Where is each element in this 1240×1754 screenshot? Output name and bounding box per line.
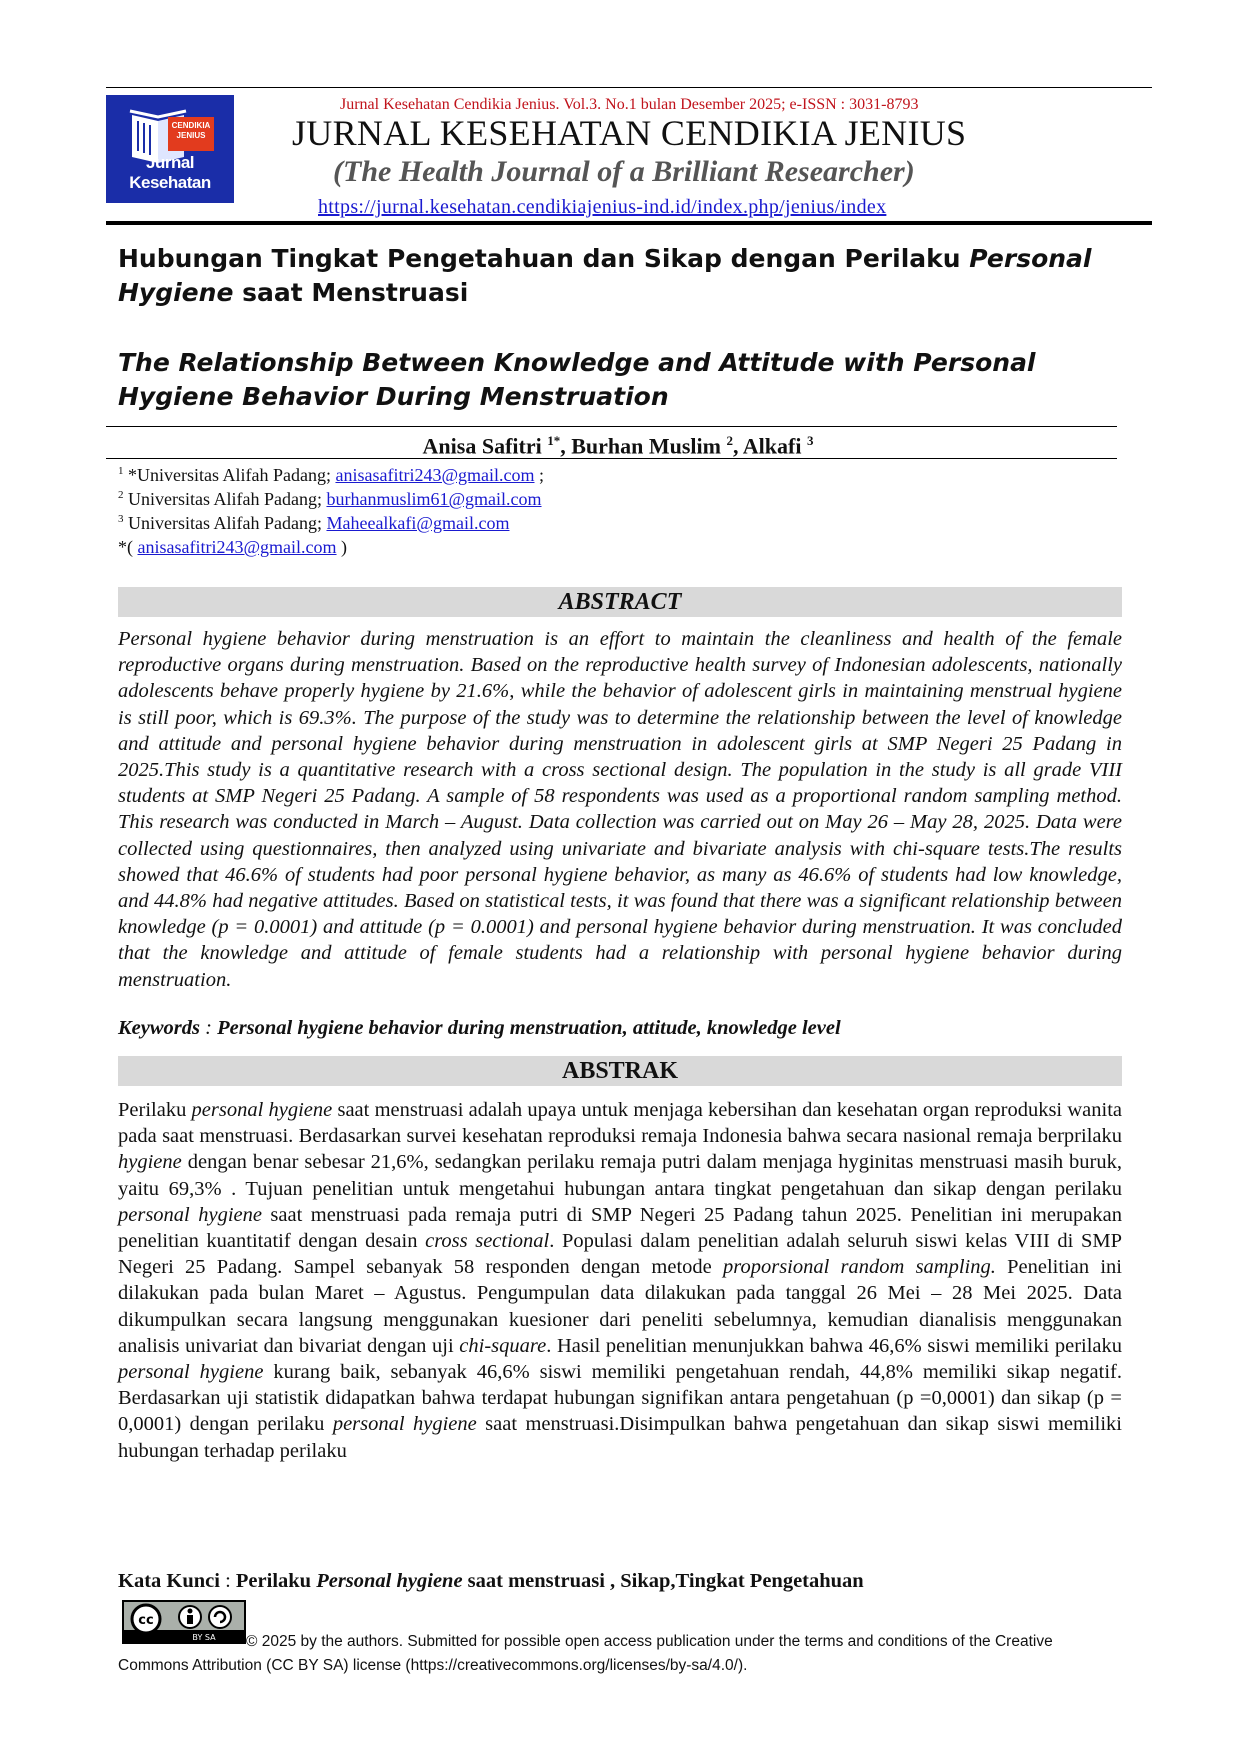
- title-indonesian: [118, 242, 1123, 310]
- keywords-label: Keywords: [118, 1017, 200, 1039]
- journal-title: JURNAL KESEHATAN CENDIKIA JENIUS: [292, 113, 967, 153]
- author-list: [118, 433, 1118, 459]
- journal-logo: [106, 95, 234, 203]
- affiliation-text: Universitas Alifah Padang;: [123, 489, 327, 509]
- keywords-label: Kata Kunci: [118, 1570, 220, 1592]
- affiliation-text: *Universitas Alifah Padang;: [123, 465, 336, 485]
- abstract-indonesian-body: Perilaku personal hygiene saat menstruasi adalah upaya untuk menjaga kebersihan dan kesehatan organ reproduksi wanita pada saat menstruasi. Berdasarkan survei kesehatan reproduksi remaja Indonesia bahwa secara nasional remaja berprilaku hygiene dengan benar sebesar 21,6%, sedangkan perilaku remaja putri dalam menjaga hyginitas menstruasi masih buruk, yaitu 69,3% . Tujuan penelitian untuk mengetahui hubungan antara tingkat pengetahuan dan sikap dengan perilaku personal hygiene saat menstruasi pada remaja putri di SMP Negeri 25 Padang tahun 2025. Penelitian ini merupakan penelitian kuantitatif dengan desain cross sectional. Populasi dalam penelitian adalah seluruh siswi kelas VIII di SMP Negeri 25 Padang. Sampel sebanyak 58 responden dengan metode proporsional random sampling. Penelitian ini dilakukan pada bulan Maret – Agustus. Pengumpulan data dilakukan pada tanggal 26 Mei – 28 Mei 2025. Data dikumpulkan secara langsung menggunakan kuesioner dari peneliti sebelumnya, kemudian dianalisis menggunakan analisis univariat dan bivariat dengan uji chi-square. Hasil penelitian menunjukkan bahwa 46,6% siswi memiliki perilaku personal hygiene kurang baik, sebanyak 46,6% siswi memiliki pengetahuan rendah, 44,8% memiliki sikap negatif. Berdasarkan uji statistik didapatkan bahwa terdapat hubungan signifikan antara pengetahuan (p =0,0001) dan sikap (p = 0,0001) dengan perilaku personal hygiene saat menstruasi.Disimpulkan bahwa pengetahuan dan sikap siswi memiliki hubungan terhadap perilaku: [118, 1099, 1123, 1462]
- title-id-main: Hubungan Tingkat Pengetahuan dan Sikap dengan Perilaku: [118, 244, 970, 273]
- keywords-english: [118, 1017, 1122, 1040]
- author-affiliation-mark: 1*: [547, 433, 561, 448]
- logo-badge: CENDIKIA JENIUS: [168, 117, 214, 151]
- journal-citation: Jurnal Kesehatan Cendikia Jenius. Vol.3. No.1 bulan Desember 2025; e-ISSN : 3031-8793: [340, 96, 919, 113]
- author-affiliation-mark: 3: [806, 433, 814, 448]
- email-link[interactable]: anisasafitri243@gmail.com: [137, 537, 337, 557]
- email-link[interactable]: Maheealkafi@gmail.com: [326, 513, 510, 533]
- abstract-english-body: Personal hygiene behavior during menstruation is an effort to maintain the cleanliness and health of the female reproductive organs during menstruation. Based on the reproductive health survey of Indonesian adolescents, nationally adolescents behave properly hygiene by 21.6%, while the behavior of adolescent girls in maintaining menstrual hygiene is still poor, which is 69.3%. The purpose of the study was to determine the relationship between the level of knowledge and attitude and personal hygiene behavior during menstruation in adolescent girls at SMP Negeri 25 Padang in 2025.This study is a quantitative research with a cross sectional design. The population in the study is all grade VIII students at SMP Negeri 25 Padang. A sample of 58 respondents was used as a proportional random sampling method. This research was conducted in March – August. Data collection was carried out on May 26 – May 28, 2025. Data were collected using questionnaires, then analyzed using univariate and bivariate analysis with chi-square tests.The results showed that 46.6% of students had poor personal hygiene behavior, as many as 46.6% of students had low knowledge, and 44.8% had negative attitudes. Based on statistical tests, it was found that there was a significant relationship between knowledge (p = 0.0001) and attitude (p = 0.0001) and personal hygiene behavior during menstruation. It was concluded that the knowledge and attitude of female students had a relationship with personal hygiene behavior during menstruation.: [118, 628, 1122, 991]
- logo-text: Jurnal Kesehatan: [129, 153, 211, 192]
- title-id-end: saat Menstruasi: [233, 278, 469, 307]
- affiliation-mark: 3: [118, 513, 124, 525]
- keywords-list: Personal hygiene behavior during menstruation, attitude, knowledge level: [217, 1017, 841, 1039]
- author-separator: ,: [560, 433, 572, 459]
- affiliation-mark: 1: [118, 465, 124, 477]
- author-affiliation-mark: 2: [726, 433, 733, 448]
- abstrak-heading: ABSTRAK: [118, 1056, 1122, 1086]
- email-link[interactable]: burhanmuslim61@gmail.com: [326, 489, 542, 509]
- svg-text:cc: cc: [138, 1613, 154, 1628]
- author-separator: ,: [732, 433, 743, 459]
- authors-top-rule: [106, 426, 1117, 427]
- author-name: Anisa Safitri: [422, 433, 548, 459]
- license-line-1: © 2025 by the authors. Submitted for possible open access publication under the terms and conditions of the Creative: [246, 1633, 1053, 1650]
- affiliation-after: ;: [534, 465, 545, 485]
- header-top-rule: [106, 87, 1152, 88]
- title-id-italic: Personal Hygiene: [118, 244, 1092, 307]
- title-english: The Relationship Between Knowledge and Attitude with Personal Hygiene Behavior During Menstruation: [118, 348, 1036, 411]
- corresponding-author: [118, 537, 1018, 558]
- corresponding-before: *(: [118, 537, 138, 557]
- abstract-heading: ABSTRACT: [118, 587, 1122, 617]
- affiliation-text: Universitas Alifah Padang;: [123, 513, 327, 533]
- keywords-separator: :: [219, 1570, 236, 1592]
- email-link[interactable]: anisasafitri243@gmail.com: [335, 465, 535, 485]
- affiliation-2: [118, 489, 1018, 510]
- journal-subtitle: (The Health Journal of a Brilliant Researcher): [333, 155, 915, 188]
- affiliation-3: [118, 513, 1018, 534]
- corresponding-after: ): [336, 537, 348, 557]
- header-bottom-rule: [106, 221, 1152, 225]
- keywords-separator: :: [200, 1017, 218, 1039]
- keywords-indonesian: Kata Kunci : Perilaku Personal hygiene saat menstruasi , Sikap,Tingkat Pengetahuan: [118, 1570, 864, 1592]
- affiliation-1: [118, 465, 1018, 486]
- license-line-2: Commons Attribution (CC BY SA) license (https://creativecommons.org/licenses/by-sa/4.0/).: [118, 1657, 748, 1674]
- authors-bottom-rule: [106, 458, 1117, 459]
- author-name: Alkafi: [742, 433, 807, 459]
- journal-url-link[interactable]: https://jurnal.kesehatan.cendikiajenius-ind.id/index.php/jenius/index: [318, 196, 887, 218]
- license-notice: [118, 1630, 1128, 1678]
- author-name: Burhan Muslim: [571, 433, 727, 459]
- affiliation-mark: 2: [118, 489, 124, 501]
- svg-text:BY SA: BY SA: [192, 1633, 216, 1642]
